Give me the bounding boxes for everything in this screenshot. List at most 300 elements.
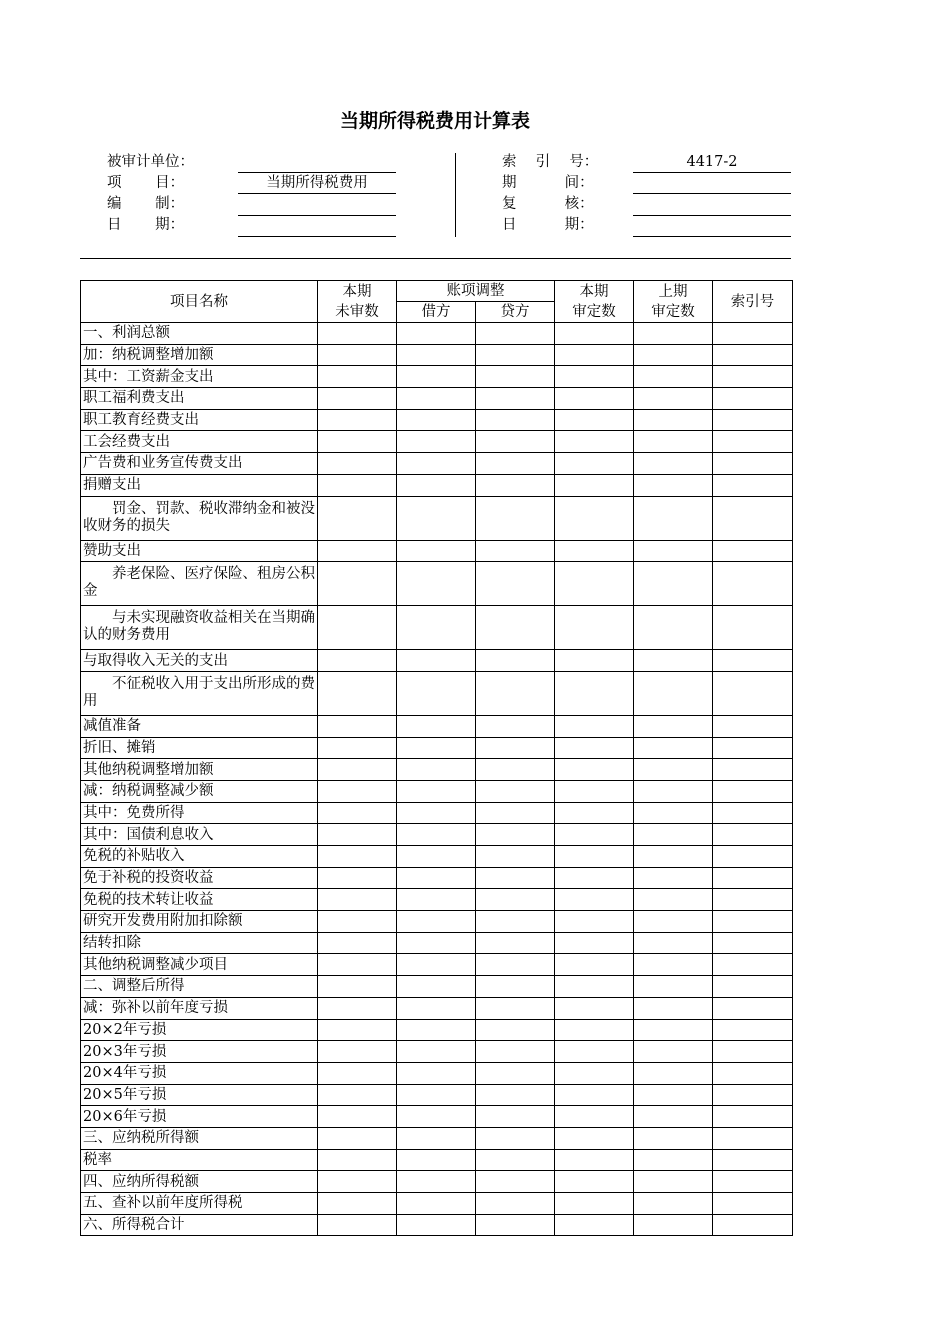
row-item-name: 加：纳税调整增加额 bbox=[81, 344, 318, 366]
audited-cell[interactable] bbox=[555, 474, 634, 496]
credit-cell[interactable] bbox=[476, 1127, 555, 1149]
prior-cell[interactable] bbox=[634, 737, 713, 759]
prior-cell[interactable] bbox=[634, 932, 713, 954]
prior-cell[interactable] bbox=[634, 453, 713, 475]
row-item-name: 罚金、罚款、税收滞纳金和被没收财务的损失 bbox=[81, 496, 318, 540]
row-item-name: 二、调整后所得 bbox=[81, 976, 318, 998]
debit-cell[interactable] bbox=[397, 496, 476, 540]
audited-cell[interactable] bbox=[555, 824, 634, 846]
ref-cell[interactable] bbox=[713, 562, 793, 606]
reviewer-field[interactable] bbox=[633, 195, 791, 216]
ref-cell[interactable] bbox=[713, 1019, 793, 1041]
table-row bbox=[81, 1127, 793, 1149]
unaudited-cell[interactable] bbox=[318, 344, 397, 366]
row-item-name: 免税的技术转让收益 bbox=[81, 889, 318, 911]
row-item-name: 其他纳税调整减少项目 bbox=[81, 954, 318, 976]
prior-cell[interactable] bbox=[634, 474, 713, 496]
prior-cell[interactable] bbox=[634, 496, 713, 540]
unaudited-cell[interactable] bbox=[318, 606, 397, 650]
unaudited-cell[interactable] bbox=[318, 780, 397, 802]
unaudited-cell[interactable] bbox=[318, 1062, 397, 1084]
debit-cell[interactable] bbox=[397, 606, 476, 650]
ref-cell[interactable] bbox=[713, 780, 793, 802]
credit-cell[interactable] bbox=[476, 759, 555, 781]
credit-cell[interactable] bbox=[476, 1193, 555, 1215]
prior-cell[interactable] bbox=[634, 824, 713, 846]
auditee-label: 被审计单位： bbox=[107, 154, 194, 170]
ref-cell[interactable] bbox=[713, 867, 793, 889]
col-header-audited bbox=[555, 281, 634, 323]
unaudited-cell[interactable] bbox=[318, 1041, 397, 1063]
page-title: 当期所得税费用计算表 bbox=[339, 110, 530, 132]
preparer-field[interactable] bbox=[238, 195, 396, 216]
audited-cell[interactable] bbox=[555, 671, 634, 715]
ref-cell[interactable] bbox=[713, 1062, 793, 1084]
credit-cell[interactable] bbox=[476, 824, 555, 846]
audited-cell[interactable] bbox=[555, 453, 634, 475]
row-item-name: 职工福利费支出 bbox=[81, 388, 318, 410]
table-row bbox=[81, 976, 793, 998]
audited-cell[interactable] bbox=[555, 954, 634, 976]
audited-cell[interactable] bbox=[555, 1106, 634, 1128]
prior-cell[interactable] bbox=[634, 409, 713, 431]
debit-cell[interactable] bbox=[397, 671, 476, 715]
row-item-name: 20×3年亏损 bbox=[81, 1041, 318, 1063]
debit-cell[interactable] bbox=[397, 1106, 476, 1128]
table-row bbox=[81, 802, 793, 824]
debit-cell[interactable] bbox=[397, 1127, 476, 1149]
debit-cell[interactable] bbox=[397, 780, 476, 802]
ref-cell[interactable] bbox=[713, 671, 793, 715]
ref-cell[interactable] bbox=[713, 388, 793, 410]
audited-cell[interactable] bbox=[555, 1214, 634, 1236]
table-row bbox=[81, 780, 793, 802]
prior-cell[interactable] bbox=[634, 1127, 713, 1149]
ref-cell[interactable] bbox=[713, 496, 793, 540]
debit-cell[interactable] bbox=[397, 453, 476, 475]
prior-cell[interactable] bbox=[634, 846, 713, 868]
ref-cell[interactable] bbox=[713, 1127, 793, 1149]
audited-cell[interactable] bbox=[555, 1127, 634, 1149]
audited-cell[interactable] bbox=[555, 780, 634, 802]
prior-cell[interactable] bbox=[634, 1214, 713, 1236]
row-item-name: 20×4年亏损 bbox=[81, 1062, 318, 1084]
ref-cell[interactable] bbox=[713, 606, 793, 650]
unaudited-cell[interactable] bbox=[318, 737, 397, 759]
credit-cell[interactable] bbox=[476, 911, 555, 933]
unaudited-cell[interactable] bbox=[318, 431, 397, 453]
auditee-field[interactable] bbox=[238, 152, 396, 173]
debit-cell[interactable] bbox=[397, 474, 476, 496]
prior-cell[interactable] bbox=[634, 997, 713, 1019]
period-label: 期 间： bbox=[502, 175, 594, 191]
debit-cell[interactable] bbox=[397, 344, 476, 366]
col-header-audited-line2: 审定数 bbox=[572, 303, 616, 320]
audited-cell[interactable] bbox=[555, 759, 634, 781]
credit-cell[interactable] bbox=[476, 846, 555, 868]
prior-cell[interactable] bbox=[634, 388, 713, 410]
audited-cell[interactable] bbox=[555, 1149, 634, 1171]
debit-cell[interactable] bbox=[397, 1084, 476, 1106]
prior-cell[interactable] bbox=[634, 867, 713, 889]
prior-cell[interactable] bbox=[634, 650, 713, 672]
col-header-adjust: 账项调整 bbox=[397, 281, 555, 302]
unaudited-cell[interactable] bbox=[318, 954, 397, 976]
ref-cell[interactable] bbox=[713, 1193, 793, 1215]
debit-cell[interactable] bbox=[397, 431, 476, 453]
debit-cell[interactable] bbox=[397, 867, 476, 889]
debit-cell[interactable] bbox=[397, 889, 476, 911]
prior-cell[interactable] bbox=[634, 671, 713, 715]
ref-cell[interactable] bbox=[713, 540, 793, 562]
unaudited-cell[interactable] bbox=[318, 496, 397, 540]
credit-cell[interactable] bbox=[476, 474, 555, 496]
debit-cell[interactable] bbox=[397, 1041, 476, 1063]
col-header-debit: 借方 bbox=[397, 302, 476, 323]
credit-cell[interactable] bbox=[476, 366, 555, 388]
ref-cell[interactable] bbox=[713, 474, 793, 496]
debit-cell[interactable] bbox=[397, 1193, 476, 1215]
prior-cell[interactable] bbox=[634, 1019, 713, 1041]
credit-cell[interactable] bbox=[476, 997, 555, 1019]
unaudited-cell[interactable] bbox=[318, 562, 397, 606]
prior-cell[interactable] bbox=[634, 976, 713, 998]
unaudited-cell[interactable] bbox=[318, 1193, 397, 1215]
prior-cell[interactable] bbox=[634, 1106, 713, 1128]
debit-cell[interactable] bbox=[397, 846, 476, 868]
ref-cell[interactable] bbox=[713, 954, 793, 976]
row-item-name: 广告费和业务宣传费支出 bbox=[81, 453, 318, 475]
ref-cell[interactable] bbox=[713, 1149, 793, 1171]
unaudited-cell[interactable] bbox=[318, 540, 397, 562]
audited-cell[interactable] bbox=[555, 911, 634, 933]
credit-cell[interactable] bbox=[476, 1041, 555, 1063]
preparer-label: 编 制： bbox=[107, 196, 185, 212]
ref-cell[interactable] bbox=[713, 911, 793, 933]
audited-cell[interactable] bbox=[555, 1019, 634, 1041]
col-header-name: 项目名称 bbox=[81, 281, 318, 323]
audited-cell[interactable] bbox=[555, 1171, 634, 1193]
table-row bbox=[81, 954, 793, 976]
prior-cell[interactable] bbox=[634, 366, 713, 388]
credit-cell[interactable] bbox=[476, 650, 555, 672]
audited-cell[interactable] bbox=[555, 867, 634, 889]
ref-cell[interactable] bbox=[713, 976, 793, 998]
ref-cell[interactable] bbox=[713, 650, 793, 672]
credit-cell[interactable] bbox=[476, 1084, 555, 1106]
ref-cell[interactable] bbox=[713, 366, 793, 388]
audited-cell[interactable] bbox=[555, 846, 634, 868]
row-item-name: 免于补税的投资收益 bbox=[81, 867, 318, 889]
prior-cell[interactable] bbox=[634, 802, 713, 824]
audited-cell[interactable] bbox=[555, 366, 634, 388]
unaudited-cell[interactable] bbox=[318, 846, 397, 868]
credit-cell[interactable] bbox=[476, 715, 555, 737]
table-row bbox=[81, 846, 793, 868]
unaudited-cell[interactable] bbox=[318, 911, 397, 933]
credit-cell[interactable] bbox=[476, 323, 555, 345]
prior-cell[interactable] bbox=[634, 344, 713, 366]
audited-cell[interactable] bbox=[555, 606, 634, 650]
debit-cell[interactable] bbox=[397, 1171, 476, 1193]
table-row bbox=[81, 1106, 793, 1128]
unaudited-cell[interactable] bbox=[318, 715, 397, 737]
unaudited-cell[interactable] bbox=[318, 650, 397, 672]
credit-cell[interactable] bbox=[476, 1171, 555, 1193]
credit-cell[interactable] bbox=[476, 802, 555, 824]
row-item-name: 工会经费支出 bbox=[81, 431, 318, 453]
prior-cell[interactable] bbox=[634, 1062, 713, 1084]
credit-cell[interactable] bbox=[476, 954, 555, 976]
unaudited-cell[interactable] bbox=[318, 1084, 397, 1106]
table-row bbox=[81, 1019, 793, 1041]
ref-cell[interactable] bbox=[713, 344, 793, 366]
table-row bbox=[81, 650, 793, 672]
audited-cell[interactable] bbox=[555, 650, 634, 672]
col-header-audited-line1: 本期 bbox=[579, 283, 609, 300]
ref-cell[interactable] bbox=[713, 715, 793, 737]
unaudited-cell[interactable] bbox=[318, 323, 397, 345]
audited-cell[interactable] bbox=[555, 496, 634, 540]
credit-cell[interactable] bbox=[476, 496, 555, 540]
credit-cell[interactable] bbox=[476, 671, 555, 715]
table-row bbox=[81, 606, 793, 650]
table-row bbox=[81, 344, 793, 366]
ref-cell[interactable] bbox=[713, 1171, 793, 1193]
unaudited-cell[interactable] bbox=[318, 997, 397, 1019]
audited-cell[interactable] bbox=[555, 388, 634, 410]
row-item-name: 其中：免费所得 bbox=[81, 802, 318, 824]
row-item-name: 养老保险、医疗保险、租房公积金 bbox=[81, 562, 318, 606]
prior-cell[interactable] bbox=[634, 562, 713, 606]
review-date-field[interactable] bbox=[633, 216, 791, 237]
index-no-field[interactable]: 4417-2 bbox=[633, 152, 791, 173]
row-item-name: 免税的补贴收入 bbox=[81, 846, 318, 868]
unaudited-cell[interactable] bbox=[318, 802, 397, 824]
debit-cell[interactable] bbox=[397, 824, 476, 846]
row-item-name: 减：纳税调整减少额 bbox=[81, 780, 318, 802]
ref-cell[interactable] bbox=[713, 453, 793, 475]
header-divider bbox=[455, 153, 456, 237]
ref-cell[interactable] bbox=[713, 1084, 793, 1106]
debit-cell[interactable] bbox=[397, 932, 476, 954]
table-row bbox=[81, 759, 793, 781]
prior-cell[interactable] bbox=[634, 1149, 713, 1171]
unaudited-cell[interactable] bbox=[318, 453, 397, 475]
table-row bbox=[81, 1193, 793, 1215]
unaudited-cell[interactable] bbox=[318, 366, 397, 388]
audited-cell[interactable] bbox=[555, 409, 634, 431]
col-header-ref: 索引号 bbox=[713, 281, 793, 323]
prior-cell[interactable] bbox=[634, 1193, 713, 1215]
debit-cell[interactable] bbox=[397, 650, 476, 672]
audited-cell[interactable] bbox=[555, 1062, 634, 1084]
unaudited-cell[interactable] bbox=[318, 976, 397, 998]
debit-cell[interactable] bbox=[397, 1062, 476, 1084]
unaudited-cell[interactable] bbox=[318, 759, 397, 781]
ref-cell[interactable] bbox=[713, 802, 793, 824]
reviewer-label: 复 核： bbox=[502, 196, 594, 212]
prior-cell[interactable] bbox=[634, 954, 713, 976]
unaudited-cell[interactable] bbox=[318, 388, 397, 410]
row-item-name: 20×6年亏损 bbox=[81, 1106, 318, 1128]
ref-cell[interactable] bbox=[713, 737, 793, 759]
audited-cell[interactable] bbox=[555, 562, 634, 606]
debit-cell[interactable] bbox=[397, 759, 476, 781]
index-no-label: 索 引 号： bbox=[502, 154, 599, 170]
debit-cell[interactable] bbox=[397, 366, 476, 388]
col-header-prior-line2: 审定数 bbox=[651, 303, 695, 320]
col-header-unaudited bbox=[318, 281, 397, 323]
prior-cell[interactable] bbox=[634, 889, 713, 911]
ref-cell[interactable] bbox=[713, 997, 793, 1019]
credit-cell[interactable] bbox=[476, 867, 555, 889]
debit-cell[interactable] bbox=[397, 911, 476, 933]
credit-cell[interactable] bbox=[476, 562, 555, 606]
prior-cell[interactable] bbox=[634, 780, 713, 802]
ref-cell[interactable] bbox=[713, 1041, 793, 1063]
tax-calc-table bbox=[80, 280, 793, 1236]
prior-cell[interactable] bbox=[634, 1041, 713, 1063]
debit-cell[interactable] bbox=[397, 540, 476, 562]
debit-cell[interactable] bbox=[397, 1214, 476, 1236]
debit-cell[interactable] bbox=[397, 954, 476, 976]
col-header-prior-line1: 上期 bbox=[658, 283, 688, 300]
ref-cell[interactable] bbox=[713, 409, 793, 431]
debit-cell[interactable] bbox=[397, 997, 476, 1019]
prior-cell[interactable] bbox=[634, 1171, 713, 1193]
debit-cell[interactable] bbox=[397, 737, 476, 759]
debit-cell[interactable] bbox=[397, 1019, 476, 1041]
ref-cell[interactable] bbox=[713, 431, 793, 453]
prior-cell[interactable] bbox=[634, 606, 713, 650]
audited-cell[interactable] bbox=[555, 344, 634, 366]
row-item-name: 不征税收入用于支出所形成的费用 bbox=[81, 671, 318, 715]
audited-cell[interactable] bbox=[555, 889, 634, 911]
debit-cell[interactable] bbox=[397, 1149, 476, 1171]
audited-cell[interactable] bbox=[555, 323, 634, 345]
audited-cell[interactable] bbox=[555, 431, 634, 453]
audited-cell[interactable] bbox=[555, 1193, 634, 1215]
audited-cell[interactable] bbox=[555, 737, 634, 759]
prior-cell[interactable] bbox=[634, 540, 713, 562]
prep-date-field[interactable] bbox=[238, 216, 396, 237]
unaudited-cell[interactable] bbox=[318, 1106, 397, 1128]
debit-cell[interactable] bbox=[397, 323, 476, 345]
credit-cell[interactable] bbox=[476, 453, 555, 475]
review-date-label: 日 期： bbox=[502, 217, 594, 233]
prep-date-label: 日 期： bbox=[107, 217, 185, 233]
ref-cell[interactable] bbox=[713, 323, 793, 345]
period-field[interactable] bbox=[633, 173, 791, 194]
table-row bbox=[81, 1041, 793, 1063]
audited-cell[interactable] bbox=[555, 1084, 634, 1106]
credit-cell[interactable] bbox=[476, 1019, 555, 1041]
debit-cell[interactable] bbox=[397, 409, 476, 431]
table-row bbox=[81, 388, 793, 410]
debit-cell[interactable] bbox=[397, 388, 476, 410]
row-item-name: 税率 bbox=[81, 1149, 318, 1171]
audited-cell[interactable] bbox=[555, 932, 634, 954]
unaudited-cell[interactable] bbox=[318, 1171, 397, 1193]
credit-cell[interactable] bbox=[476, 344, 555, 366]
unaudited-cell[interactable] bbox=[318, 932, 397, 954]
debit-cell[interactable] bbox=[397, 562, 476, 606]
ref-cell[interactable] bbox=[713, 759, 793, 781]
credit-cell[interactable] bbox=[476, 1214, 555, 1236]
audited-cell[interactable] bbox=[555, 976, 634, 998]
unaudited-cell[interactable] bbox=[318, 824, 397, 846]
row-item-name: 其中：国债利息收入 bbox=[81, 824, 318, 846]
credit-cell[interactable] bbox=[476, 1062, 555, 1084]
unaudited-cell[interactable] bbox=[318, 1127, 397, 1149]
prior-cell[interactable] bbox=[634, 431, 713, 453]
row-item-name: 减：弥补以前年度亏损 bbox=[81, 997, 318, 1019]
credit-cell[interactable] bbox=[476, 1149, 555, 1171]
prior-cell[interactable] bbox=[634, 1084, 713, 1106]
unaudited-cell[interactable] bbox=[318, 1149, 397, 1171]
unaudited-cell[interactable] bbox=[318, 671, 397, 715]
unaudited-cell[interactable] bbox=[318, 889, 397, 911]
table-body bbox=[81, 323, 793, 1236]
row-item-name: 捐赠支出 bbox=[81, 474, 318, 496]
ref-cell[interactable] bbox=[713, 932, 793, 954]
table-row bbox=[81, 715, 793, 737]
ref-cell[interactable] bbox=[713, 846, 793, 868]
ref-cell[interactable] bbox=[713, 824, 793, 846]
unaudited-cell[interactable] bbox=[318, 1214, 397, 1236]
prior-cell[interactable] bbox=[634, 323, 713, 345]
prior-cell[interactable] bbox=[634, 759, 713, 781]
credit-cell[interactable] bbox=[476, 606, 555, 650]
debit-cell[interactable] bbox=[397, 976, 476, 998]
audited-cell[interactable] bbox=[555, 802, 634, 824]
row-item-name: 五、查补以前年度所得税 bbox=[81, 1193, 318, 1215]
credit-cell[interactable] bbox=[476, 780, 555, 802]
table-row bbox=[81, 737, 793, 759]
unaudited-cell[interactable] bbox=[318, 867, 397, 889]
credit-cell[interactable] bbox=[476, 737, 555, 759]
table-row bbox=[81, 496, 793, 540]
table-row bbox=[81, 867, 793, 889]
audited-cell[interactable] bbox=[555, 1041, 634, 1063]
prior-cell[interactable] bbox=[634, 911, 713, 933]
debit-cell[interactable] bbox=[397, 802, 476, 824]
credit-cell[interactable] bbox=[476, 932, 555, 954]
unaudited-cell[interactable] bbox=[318, 1019, 397, 1041]
ref-cell[interactable] bbox=[713, 1106, 793, 1128]
unaudited-cell[interactable] bbox=[318, 409, 397, 431]
credit-cell[interactable] bbox=[476, 976, 555, 998]
credit-cell[interactable] bbox=[476, 889, 555, 911]
item-field[interactable]: 当期所得税费用 bbox=[238, 173, 396, 194]
audited-cell[interactable] bbox=[555, 540, 634, 562]
ref-cell[interactable] bbox=[713, 1214, 793, 1236]
audited-cell[interactable] bbox=[555, 997, 634, 1019]
table-row bbox=[81, 824, 793, 846]
unaudited-cell[interactable] bbox=[318, 474, 397, 496]
table-row bbox=[81, 431, 793, 453]
credit-cell[interactable] bbox=[476, 540, 555, 562]
credit-cell[interactable] bbox=[476, 409, 555, 431]
credit-cell[interactable] bbox=[476, 1106, 555, 1128]
ref-cell[interactable] bbox=[713, 889, 793, 911]
prior-cell[interactable] bbox=[634, 715, 713, 737]
credit-cell[interactable] bbox=[476, 388, 555, 410]
audited-cell[interactable] bbox=[555, 715, 634, 737]
credit-cell[interactable] bbox=[476, 431, 555, 453]
debit-cell[interactable] bbox=[397, 715, 476, 737]
